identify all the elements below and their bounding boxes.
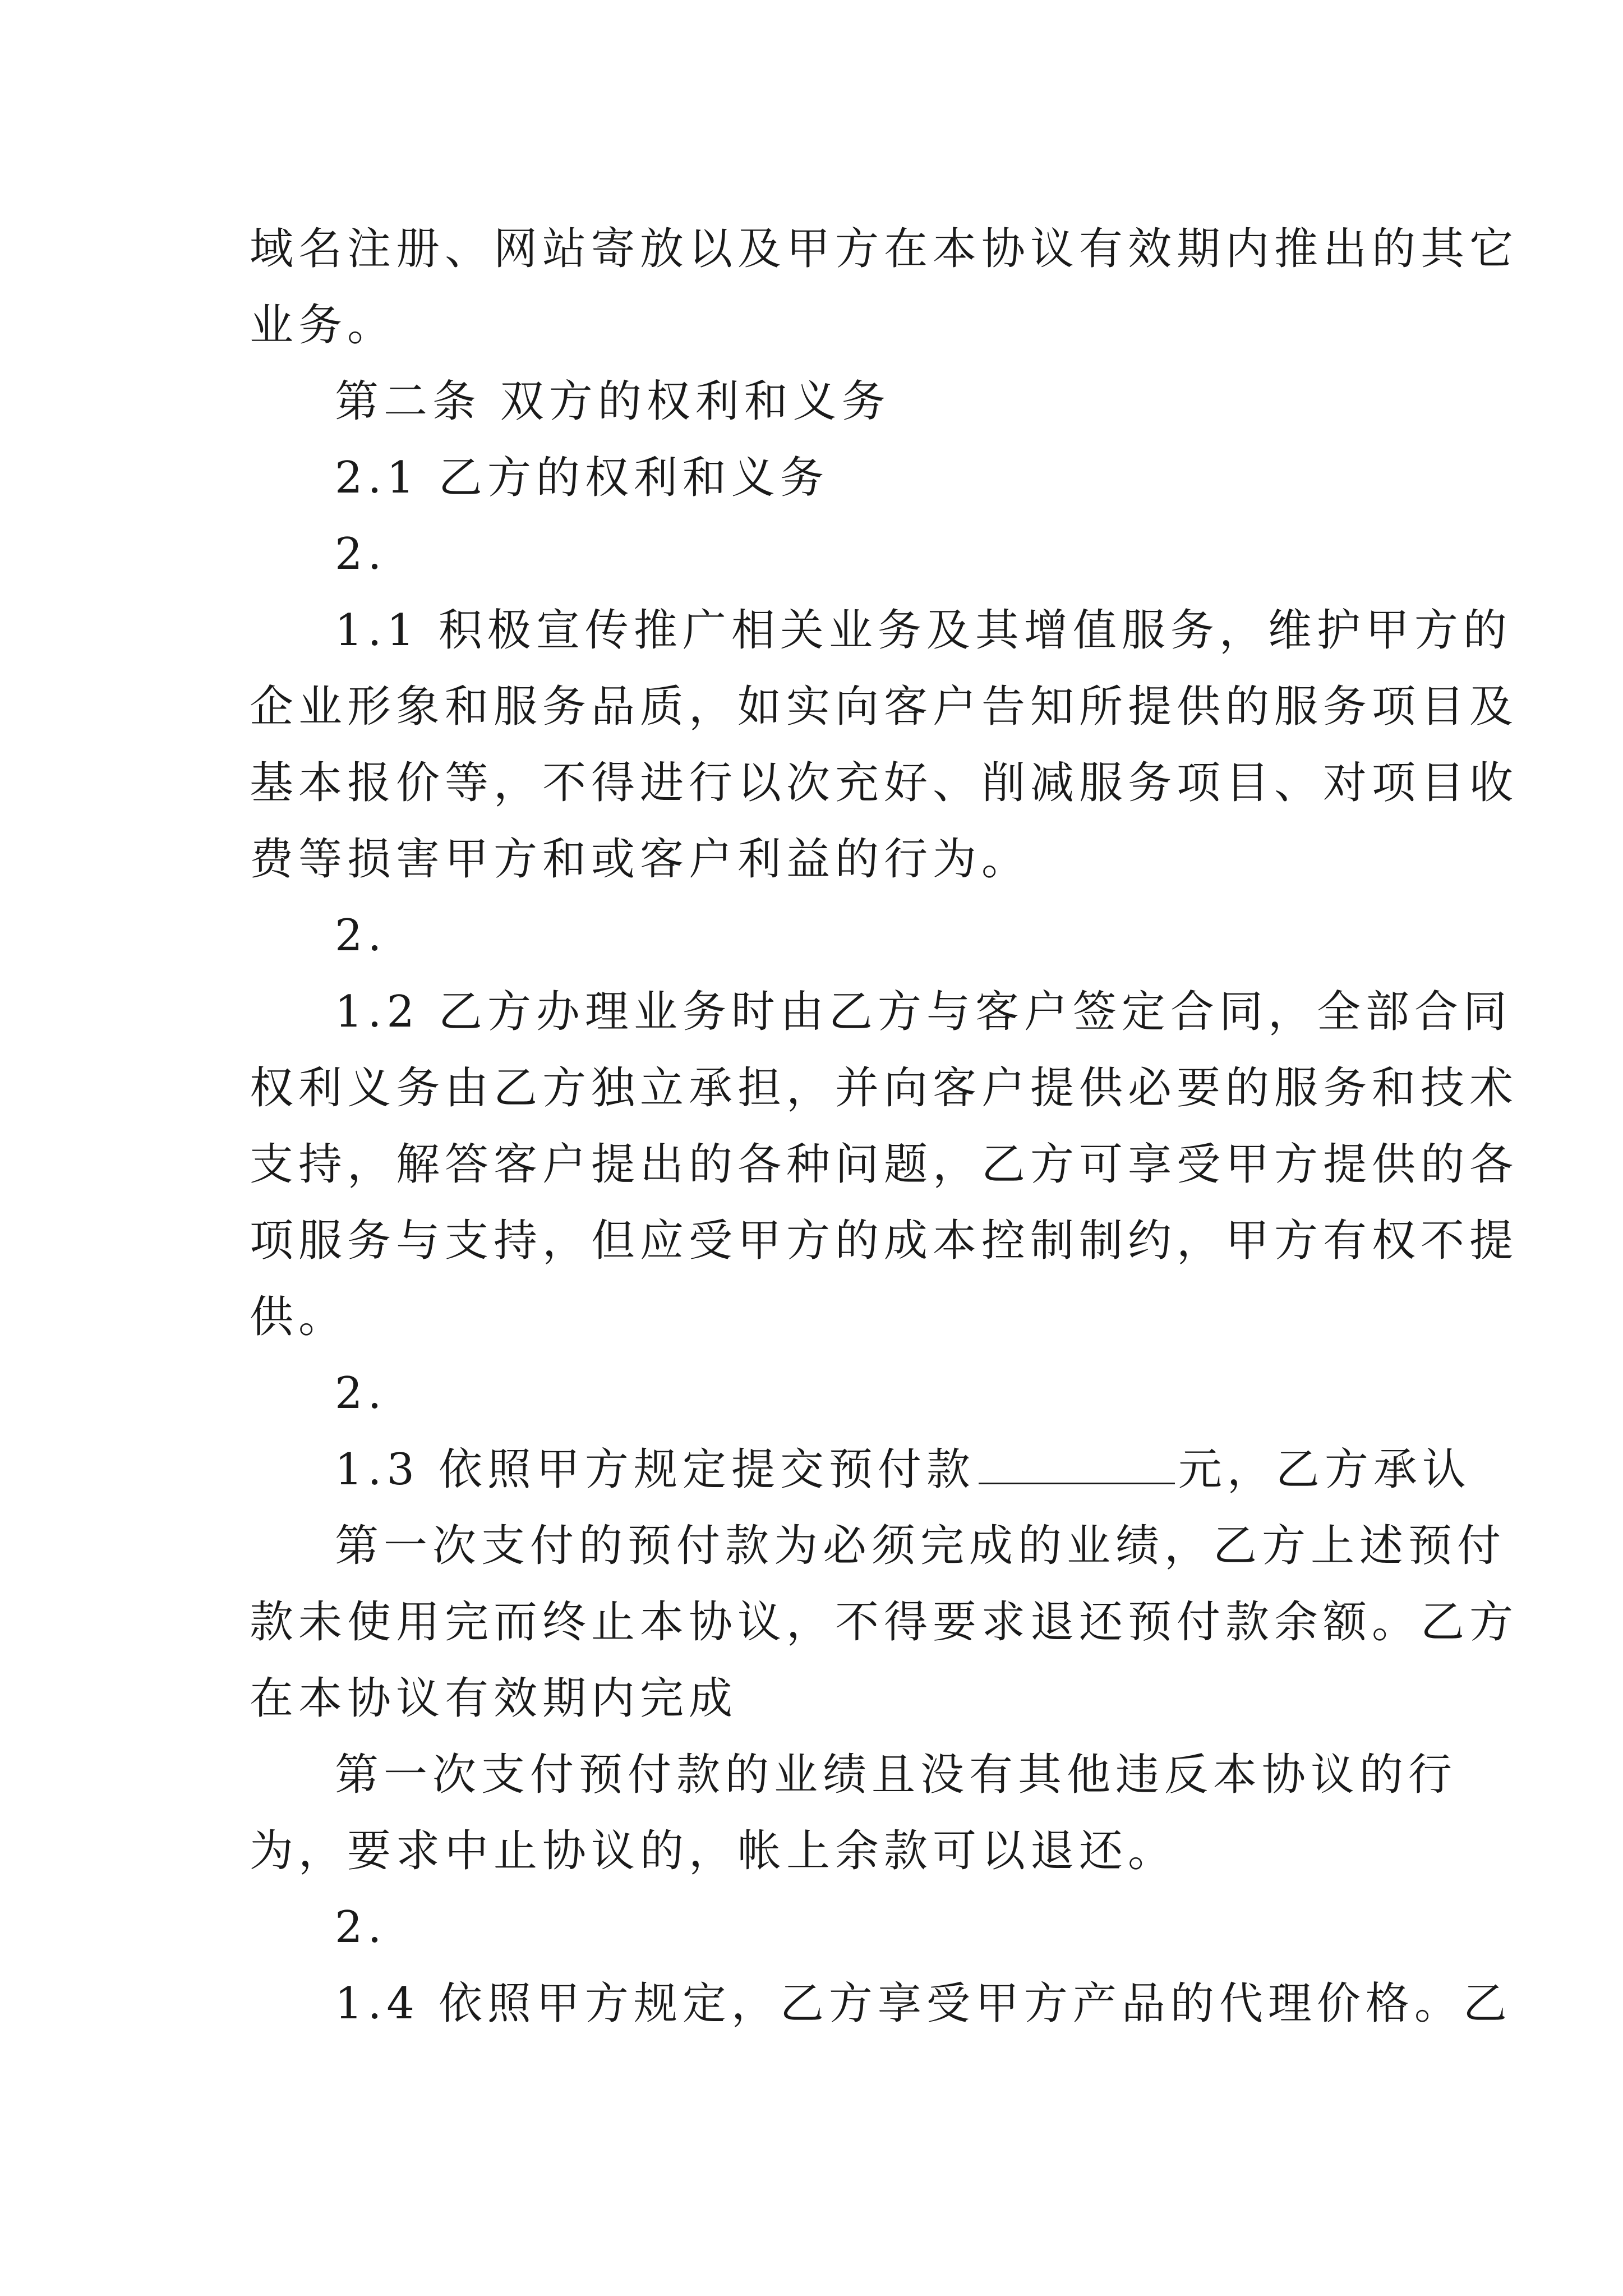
subsection-heading: 2.1 乙方的权利和义务 [335,453,829,503]
clause-number: 2. [335,910,387,961]
paragraph-line: 第一次支付的预付款为必须完成的业绩，乙方上述预付 [335,1521,1506,1571]
paragraph-line: 为，要求中止协议的，帐上余款可以退还。 [250,1826,1177,1876]
paragraph-line: 1.1 积极宣传推广相关业务及其增值服务，维护甲方的 [335,605,1512,656]
paragraph-line: 费等损害甲方和或客户利益的行为。 [250,834,1031,885]
paragraph-line: 1.4 依照甲方规定，乙方享受甲方产品的代理价格。乙 [335,1978,1512,2029]
paragraph-line: 支持，解答客户提出的各种问题，乙方可享受甲方提供的各 [250,1139,1519,1190]
paragraph-line-with-blank [335,1429,1471,1510]
clause-number: 2. [335,1902,387,1953]
section-heading: 第二条 双方的权利和义务 [335,376,891,427]
paragraph-line: 业务。 [250,300,396,351]
paragraph-line: 1.2 乙方办理业务时由乙方与客户签定合同，全部合同 [335,987,1512,1037]
paragraph-line: 基本报价等，不得进行以次充好、削减服务项目、对项目收 [250,758,1519,808]
paragraph-line: 供。 [250,1292,348,1342]
clause-text-after-blank: 元，乙方承认 [1178,1444,1471,1495]
clause-number: 2. [335,529,387,579]
paragraph-line: 权利义务由乙方独立承担，并向客户提供必要的服务和技术 [250,1063,1519,1114]
paragraph-line: 域名注册、网站寄放以及甲方在本协议有效期内推出的其它 [250,224,1519,274]
fill-in-blank [979,1443,1175,1484]
paragraph-line: 款未使用完而终止本协议，不得要求退还预付款余额。乙方 [250,1597,1519,1648]
paragraph-line: 在本协议有效期内完成 [250,1673,738,1724]
paragraph-line: 第一次支付预付款的业绩且没有其他违反本协议的行 [335,1750,1458,1800]
clause-text-before-blank: 1.3 依照甲方规定提交预付款 [335,1444,975,1495]
paragraph-line: 企业形象和服务品质，如实向客户告知所提供的服务项目及 [250,682,1519,732]
clause-number: 2. [335,1368,387,1419]
paragraph-line: 项服务与支持，但应受甲方的成本控制制约，甲方有权不提 [250,1216,1519,1266]
